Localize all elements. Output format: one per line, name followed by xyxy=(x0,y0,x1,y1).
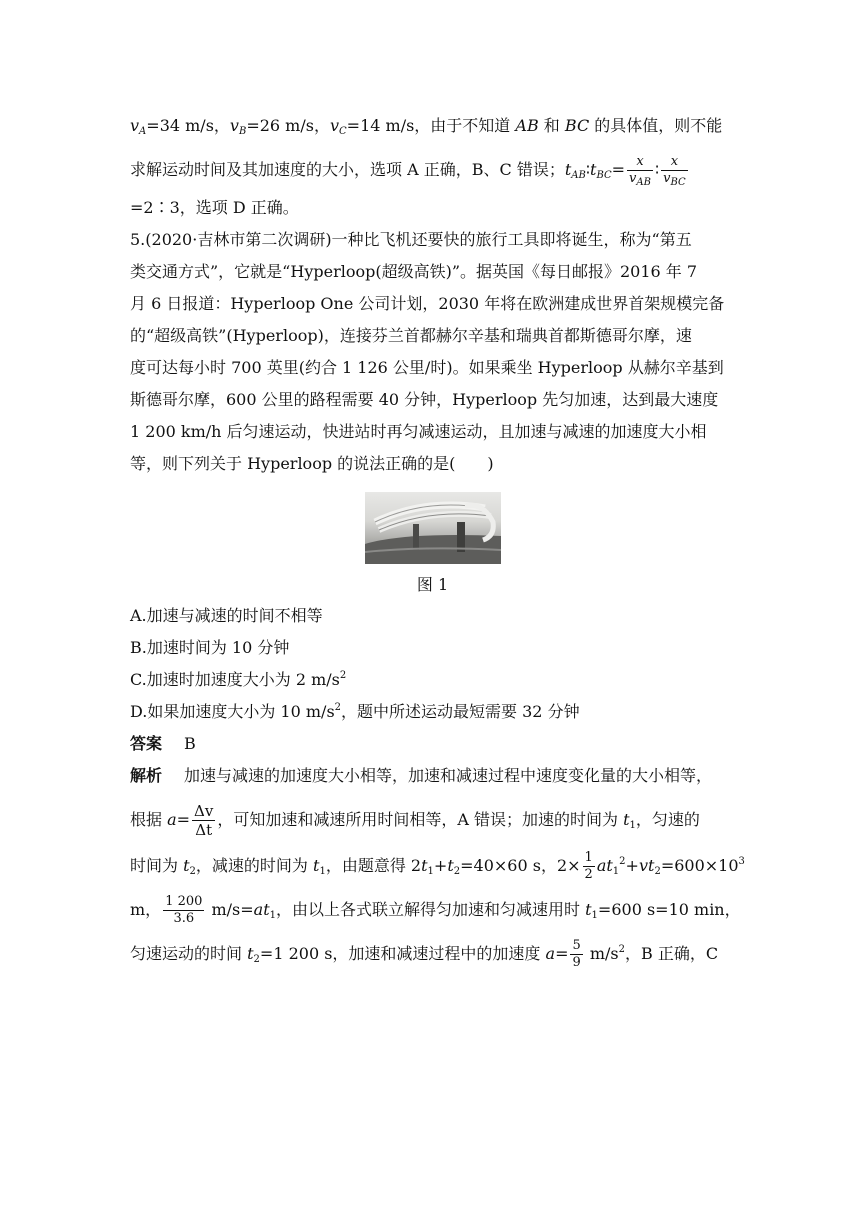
subscript: 2 xyxy=(453,866,461,877)
question-line: 类交通方式”，它就是“Hyperloop(超级高铁)”。据英国《每日邮报》2016 年 7 xyxy=(130,262,698,281)
superscript: 2 xyxy=(339,670,347,681)
fraction-5-over-9 xyxy=(570,938,582,971)
superscript: 2 xyxy=(334,702,342,713)
text: m/s xyxy=(584,944,619,963)
option-text: ，题中所述运动最短需要 32 分钟 xyxy=(341,702,580,721)
question-line: 1 200 km/h 后匀速运动，快进站时再匀减速运动，且加速与减速的加速度大小相 xyxy=(130,422,707,441)
subscript: 2 xyxy=(253,954,260,965)
answer-label: 答案 xyxy=(130,734,163,753)
var-a: a xyxy=(167,810,177,829)
denominator xyxy=(627,171,653,187)
text: + xyxy=(433,856,448,875)
option-a: A.加速与减速的时间不相等 xyxy=(130,606,323,625)
fraction-dv-over-dt xyxy=(192,802,215,839)
numerator: Δv xyxy=(194,802,214,820)
numerator: x xyxy=(627,154,653,171)
subscript: 1 xyxy=(427,866,434,877)
text: ，由以上各式联立解得匀加速和匀减速用时 xyxy=(276,900,586,919)
question-line: 等，则下列关于 Hyperloop 的说法正确的是( ) xyxy=(130,454,494,473)
numerator: x xyxy=(661,154,688,171)
var-v: v xyxy=(130,116,140,135)
denominator: 2 xyxy=(584,867,593,882)
question-line: 斯德哥尔摩，600 公里的路程需要 40 分钟，Hyperloop 先匀加速，达到最大速度 xyxy=(130,390,719,409)
option-d xyxy=(130,696,735,728)
text: + xyxy=(625,856,639,875)
text: ，由题意得 2 xyxy=(325,856,422,875)
subscript: 1 xyxy=(269,910,277,921)
figure-caption: 图 1 xyxy=(416,575,449,594)
question-line: 月 6 日报道：Hyperloop One 公司计划，2030 年将在欧洲建成世界首架规模完备 xyxy=(130,294,725,313)
superscript: 3 xyxy=(738,856,745,867)
ratio-colon: ∶ xyxy=(654,160,660,179)
subscript: 2 xyxy=(654,866,661,877)
text: = xyxy=(611,160,626,179)
subscript: 2 xyxy=(189,866,196,877)
var-v: v xyxy=(329,116,340,135)
numerator: 1 200 xyxy=(165,894,203,909)
denominator-var: v xyxy=(629,171,637,186)
fraction-1200-over-3.6 xyxy=(163,894,204,927)
subscript: AB xyxy=(571,170,586,181)
superscript: 2 xyxy=(618,944,625,955)
var-t: t xyxy=(648,856,655,875)
subscript: B xyxy=(238,126,247,137)
denominator: 9 xyxy=(572,955,581,970)
option-text: C.加速时加速度大小为 2 m/s xyxy=(130,670,340,689)
fraction-one-half xyxy=(583,850,595,883)
text: ，匀速的 xyxy=(635,810,700,829)
text: ，减速的时间为 xyxy=(195,856,313,875)
subscript: 1 xyxy=(612,866,620,877)
var-t: t xyxy=(183,856,190,875)
subscript: BC xyxy=(670,177,686,188)
text: 匀速运动的时间 xyxy=(130,944,248,963)
analysis-line-1 xyxy=(130,760,735,792)
hyperloop-figure xyxy=(365,492,501,564)
hyperloop-photo-icon xyxy=(365,492,501,564)
subscript: BC xyxy=(596,170,612,181)
text: ，可知加速和减速所用时间相等，A 错误；加速的时间为 xyxy=(217,810,624,829)
subscript: AB xyxy=(636,177,651,188)
text: =600×10 xyxy=(660,856,739,875)
superscript: 2 xyxy=(619,856,626,867)
question-5 xyxy=(130,224,735,480)
option-b: B.加速时间为 10 分钟 xyxy=(130,638,290,657)
text: 时间为 xyxy=(130,856,184,875)
ratio-colon: ∶ xyxy=(585,160,591,179)
subscript: C xyxy=(339,126,347,137)
fraction-x-over-vbc xyxy=(661,154,688,187)
solution-line-2 xyxy=(130,148,735,192)
var-v: v xyxy=(229,116,239,135)
var-v: v xyxy=(638,856,648,875)
var-t: t xyxy=(623,810,630,829)
text: 求解运动时间及其加速度的大小，选项 A 正确，B、C 错误； xyxy=(130,160,565,179)
var-t: t xyxy=(447,856,454,875)
solution-line-3: =2∶3，选项 D 正确。 xyxy=(130,198,299,217)
text: =1 200 s，加速和减速过程中的加速度 xyxy=(259,944,546,963)
text: m/s= xyxy=(206,900,254,919)
text: m， xyxy=(130,900,162,919)
denominator: 3.6 xyxy=(173,911,195,926)
subscript: 1 xyxy=(629,820,636,831)
question-line: 5.(2020·吉林市第二次调研)一种比飞机还要快的旅行工具即将诞生，称为“第五 xyxy=(130,230,692,249)
var-a: a xyxy=(545,944,556,963)
denominator-var: v xyxy=(663,171,671,186)
var-at: at xyxy=(596,856,613,875)
var-t: t xyxy=(585,900,592,919)
answer-line xyxy=(130,728,735,760)
answer-value: B xyxy=(184,734,196,753)
subscript: 1 xyxy=(591,910,598,921)
numerator: 5 xyxy=(572,938,581,953)
var-t: t xyxy=(313,856,320,875)
subscript: 1 xyxy=(319,866,326,877)
text: = xyxy=(555,944,569,963)
text: =34 m/s， xyxy=(146,116,230,135)
var-bc: BC xyxy=(564,116,590,135)
text: = xyxy=(176,810,191,829)
denominator xyxy=(661,171,688,187)
text: 的具体值，则不能 xyxy=(589,116,723,135)
var-t: t xyxy=(564,160,572,179)
solution-line-1 xyxy=(130,110,735,142)
text: 和 xyxy=(538,116,565,135)
var-t: t xyxy=(590,160,597,179)
subscript: A xyxy=(139,126,147,137)
text: =600 s=10 min， xyxy=(597,900,741,919)
var-ab: AB xyxy=(515,116,539,135)
denominator: Δt xyxy=(195,821,213,839)
option-text: D.如果加速度大小为 10 m/s xyxy=(130,702,335,721)
analysis-line-5 xyxy=(130,932,735,976)
var-at: at xyxy=(253,900,270,919)
text: 加速与减速的加速度大小相等，加速和减速过程中速度变化量的大小相等， xyxy=(184,766,713,785)
document-page xyxy=(130,110,745,976)
analysis-line-4 xyxy=(130,888,741,932)
option-c xyxy=(130,664,735,696)
fraction-x-over-vab xyxy=(627,154,653,187)
text: 根据 xyxy=(130,810,168,829)
numerator: 1 xyxy=(584,850,593,865)
analysis-label: 解析 xyxy=(130,766,163,785)
text: =40×60 s，2× xyxy=(460,856,581,875)
var-t: t xyxy=(421,856,428,875)
var-t: t xyxy=(247,944,254,963)
question-line: 的“超级高铁”(Hyperloop)，连接芬兰首都赫尔辛基和瑞典首都斯德哥尔摩，速 xyxy=(130,326,692,345)
analysis-line-2 xyxy=(130,796,735,844)
text: ，B 正确，C xyxy=(624,944,719,963)
analysis-line-3 xyxy=(130,844,745,888)
text: =26 m/s， xyxy=(246,116,330,135)
question-line: 度可达每小时 700 英里(约合 1 126 公里/时)。如果乘坐 Hyperloop 从赫尔辛基到 xyxy=(130,358,724,377)
text: =14 m/s，由于不知道 xyxy=(346,116,516,135)
